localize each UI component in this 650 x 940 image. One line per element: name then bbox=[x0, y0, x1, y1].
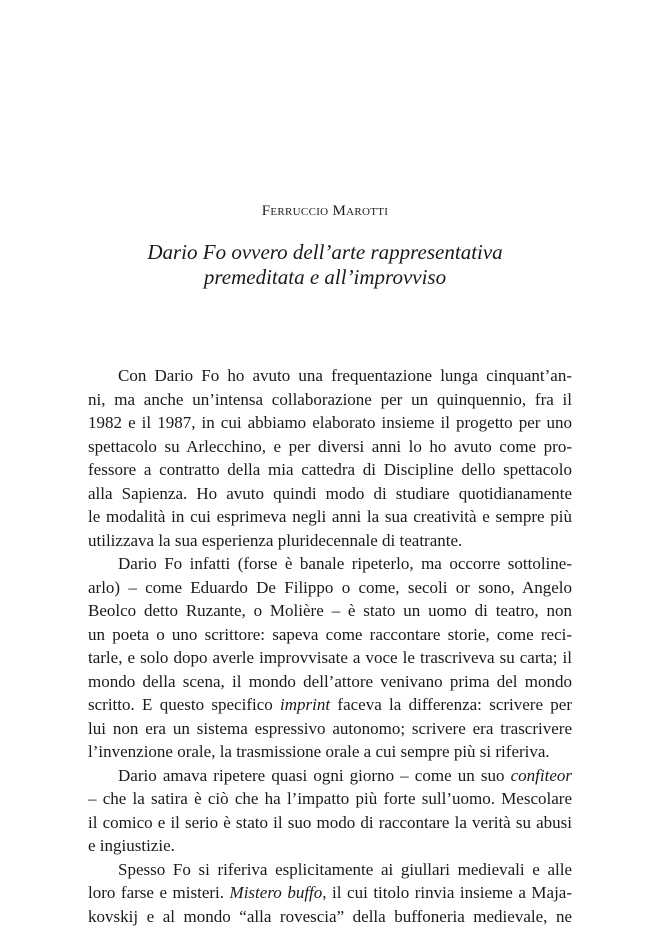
text-line: arlo) – come Eduardo De Filippo o come, secoli or sono, Angelo bbox=[88, 577, 572, 597]
italic-term: Mistero buffo bbox=[229, 883, 323, 902]
text-line: ni, ma anche un’intensa collaborazione per un quinquennio, fra il bbox=[88, 389, 572, 409]
text-line: 1982 e il 1987, in cui abbiamo elaborato insieme il progetto per uno bbox=[88, 413, 572, 432]
text-line: scritto. E questo specifico imprint faceva la differenza: scrivere per bbox=[88, 695, 572, 714]
text-line: l’invenzione orale, la trasmissione orale a cui sempre più si riferiva. bbox=[88, 742, 550, 761]
text-line: – che la satira è ciò che ha l’impatto più forte sull’uomo. Mescolare bbox=[88, 789, 572, 808]
text-line: mondo della scena, il mondo dell’attore venivano prima del mondo bbox=[88, 671, 572, 691]
text-line: utilizzava la sua esperienza pluridecennale di teatrante. bbox=[88, 530, 463, 550]
text-line: e ingiustizie. bbox=[88, 836, 175, 855]
chapter-title-line-2: premeditata e all’improvviso bbox=[203, 265, 447, 289]
text-line: spettacolo su Arlecchino, e per diversi anni lo ho avuto come pro- bbox=[88, 436, 572, 456]
text-line: Dario Fo infatti (forse è banale ripeterlo, ma occorre sottoline- bbox=[118, 554, 572, 573]
text-line: le modalità in cui esprimeva negli anni la sua creatività e sempre più bbox=[88, 507, 572, 526]
text-line: kovskij e al mondo “alla rovescia” della buffoneria medievale, ne bbox=[88, 906, 572, 926]
chapter-title bbox=[0, 240, 650, 290]
italic-term: imprint bbox=[280, 695, 331, 714]
text-line: alla Sapienza. Ho avuto quindi modo di studiare quotidianamente bbox=[88, 483, 572, 503]
text-line: un poeta o uno scrittore: sapeva come raccontare storie, come reci- bbox=[88, 624, 572, 644]
text-line: tarle, e solo dopo averle improvvisate a voce le trascriveva su carta; il bbox=[88, 648, 572, 667]
text-line: lui non era un sistema espressivo autonomo; scrivere era trascrivere bbox=[88, 718, 572, 738]
text-line: il comico e il serio è stato il suo modo di raccontare la verità su abusi bbox=[88, 812, 572, 832]
text-line: Spesso Fo si riferiva esplicitamente ai giullari medievali e alle bbox=[118, 859, 572, 879]
text-line: fessore a contratto della mia cattedra di Discipline dello spettacolo bbox=[88, 460, 572, 479]
italic-term: confiteor bbox=[510, 765, 572, 785]
body-text bbox=[88, 364, 572, 928]
text-line: Con Dario Fo ho avuto una frequentazione lunga cinquant’an- bbox=[118, 366, 572, 385]
text-line: Dario amava ripetere quasi ogni giorno – come un suo confiteor bbox=[118, 765, 572, 785]
chapter-title-line-1: Dario Fo ovvero dell’arte rappresentativa bbox=[147, 240, 503, 264]
author-name: Ferruccio Marotti bbox=[261, 203, 389, 219]
text-line: Beolco detto Ruzante, o Molière – è stato un uomo di teatro, non bbox=[88, 601, 572, 620]
text-line: loro farse e misteri. Mistero buffo, il cui titolo rinvia insieme a Maja- bbox=[88, 883, 572, 902]
